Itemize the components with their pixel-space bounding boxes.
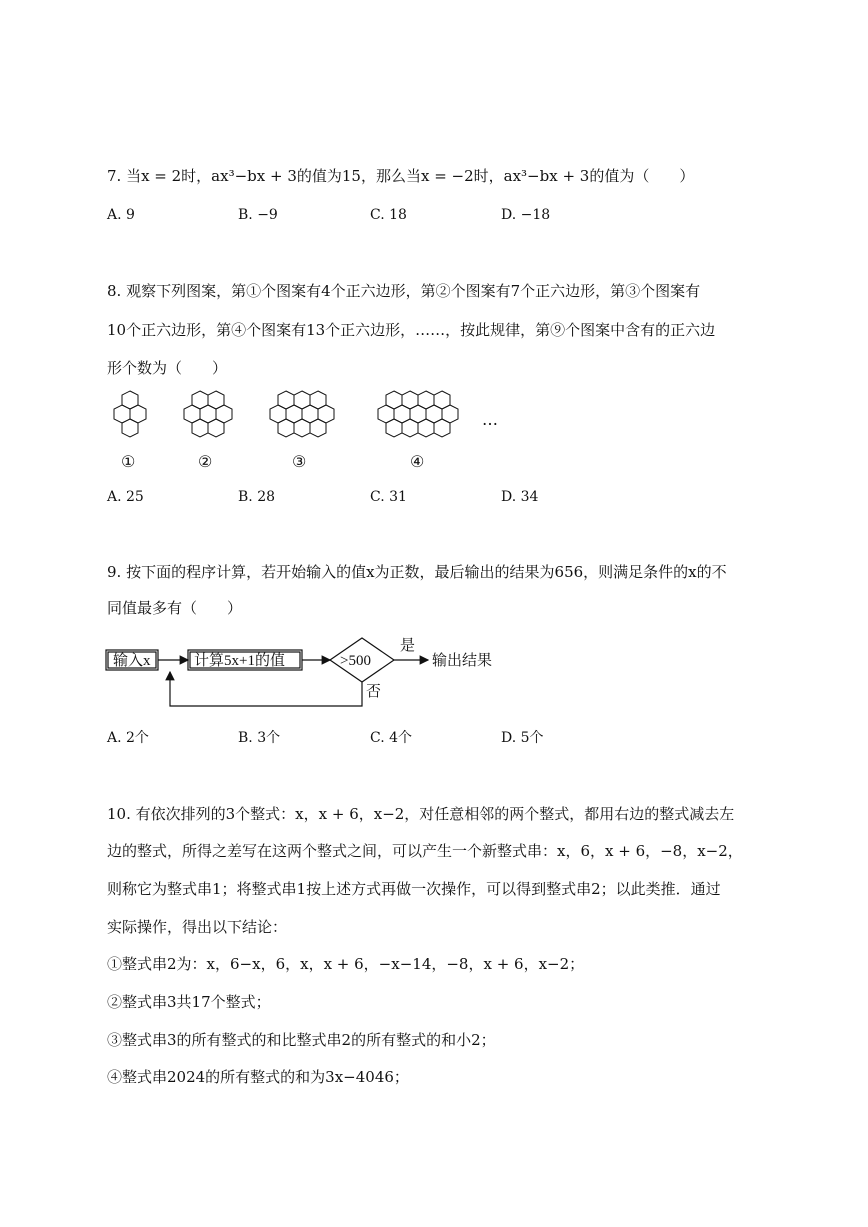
q10-conclusion-4: ④整式串2024的所有整式的和为3x−4046； xyxy=(107,1068,409,1086)
q7-option-d[interactable]: D. −18 xyxy=(501,207,551,223)
hex-pattern-1 xyxy=(100,385,160,455)
q10-conclusion-2: ②整式串3共17个整式； xyxy=(107,993,271,1011)
program-flowchart xyxy=(104,632,524,712)
hex-pattern-4 xyxy=(364,385,474,455)
figure-label-4: ④ xyxy=(410,452,425,471)
figure-label-2: ② xyxy=(198,452,213,471)
q9-stem-line-1: 9. 按下面的程序计算，若开始输入的值x为正数，最后输出的结果为656，则满足条件的x的不 xyxy=(107,563,727,581)
q9-option-a[interactable]: A. 2个 xyxy=(107,730,149,746)
flow-no-label: 否 xyxy=(366,684,382,700)
flow-condition-label: >500 xyxy=(340,653,371,669)
q7-option-a[interactable]: A. 9 xyxy=(107,207,135,223)
q10-stem-line-4: 实际操作，得出以下结论： xyxy=(107,918,288,936)
pattern-ellipsis: … xyxy=(482,410,499,429)
q8-option-d[interactable]: D. 34 xyxy=(501,489,539,505)
q7-option-b[interactable]: B. −9 xyxy=(238,207,278,223)
q8-stem-line-1: 8. 观察下列图案，第①个图案有4个正六边形，第②个图案有7个正六边形，第③个图案有 xyxy=(107,282,701,300)
q10-stem-line-2: 边的整式，所得之差写在这两个整式之间，可以产生一个新整式串：x，6，x + 6，−8，x−2， xyxy=(107,842,743,860)
q8-stem-line-3: 形个数为（ ） xyxy=(107,359,228,377)
q8-stem-line-2: 10个正六边形，第④个图案有13个正六边形，……，按此规律，第⑨个图案中含有的正六边 xyxy=(107,321,716,339)
q9-option-b[interactable]: B. 3个 xyxy=(238,730,281,746)
figure-label-1: ① xyxy=(121,452,136,471)
q9-stem-line-2: 同值最多有（ ） xyxy=(107,599,243,617)
q10-stem-line-1: 10. 有依次排列的3个整式：x，x + 6，x−2，对任意相邻的两个整式，都用右边的整式减去左 xyxy=(107,805,735,823)
q7-stem: 7. 当x = 2时，ax³−bx + 3的值为15，那么当x = −2时，ax³−bx + 3的值为（ ） xyxy=(107,167,695,185)
q8-option-a[interactable]: A. 25 xyxy=(107,489,144,505)
q9-option-d[interactable]: D. 5个 xyxy=(501,730,544,746)
figure-label-3: ③ xyxy=(292,452,307,471)
hex-pattern-2 xyxy=(172,385,244,455)
hex-pattern-3 xyxy=(256,385,348,455)
q10-conclusion-3: ③整式串3的所有整式的和比整式串2的所有整式的和小2； xyxy=(107,1031,496,1049)
q7-option-c[interactable]: C. 18 xyxy=(370,207,407,223)
flow-compute-label: 计算5x+1的值 xyxy=(194,653,285,669)
q10-conclusion-1: ①整式串2为：x，6−x，6，x，x + 6，−x−14，−8，x + 6，x−2； xyxy=(107,955,585,973)
flow-input-label: 输入x xyxy=(113,653,151,669)
flow-output-label: 输出结果 xyxy=(432,653,493,669)
q8-option-c[interactable]: C. 31 xyxy=(370,489,407,505)
q8-option-b[interactable]: B. 28 xyxy=(238,489,276,505)
q9-option-c[interactable]: C. 4个 xyxy=(370,730,413,746)
flow-yes-label: 是 xyxy=(400,638,416,654)
q10-stem-line-3: 则称它为整式串1；将整式串1按上述方式再做一次操作，可以得到整式串2；以此类推．通过 xyxy=(107,880,721,898)
